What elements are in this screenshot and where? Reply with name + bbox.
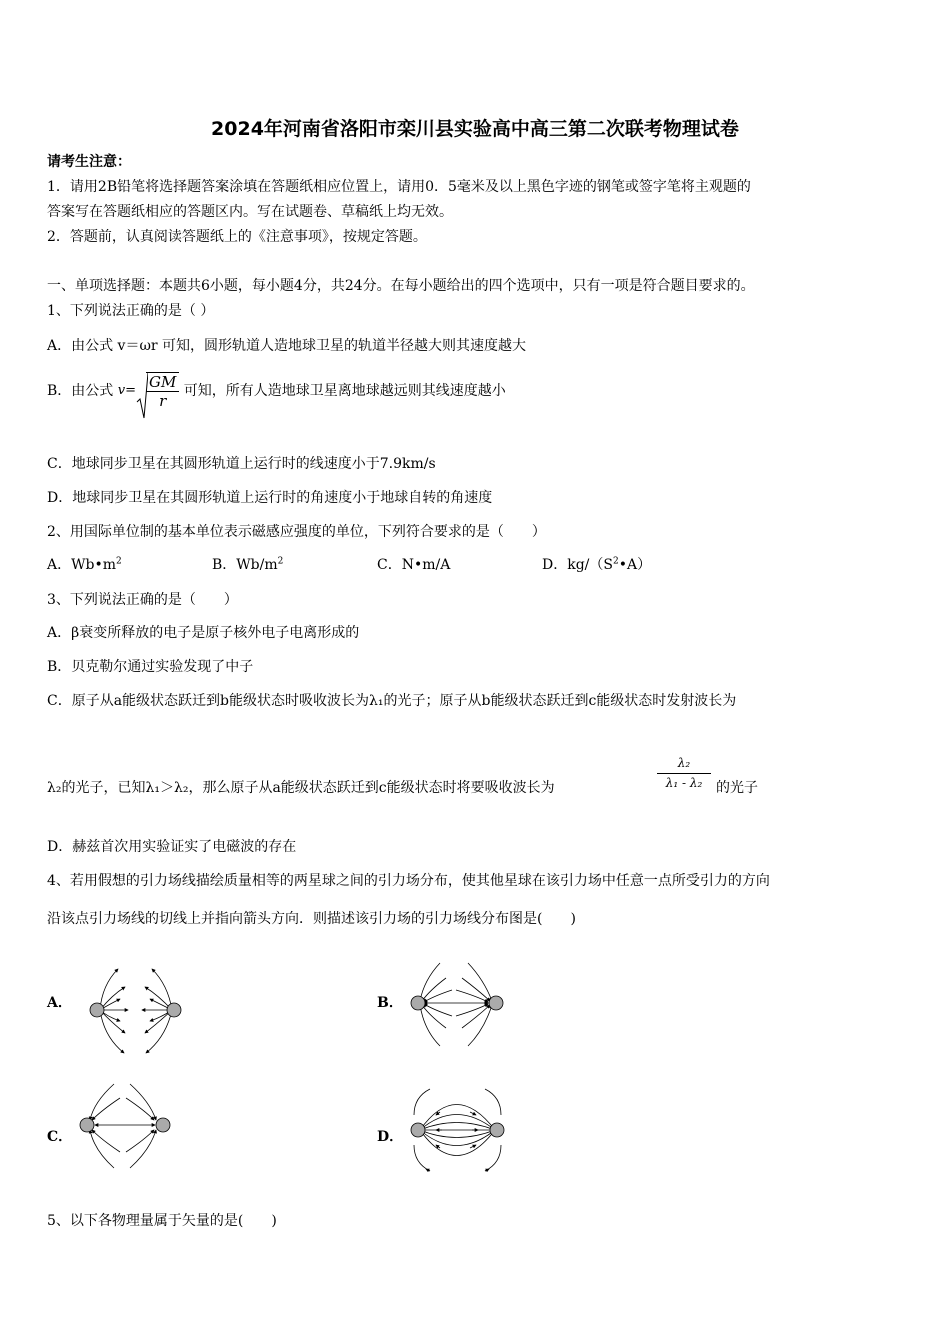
notice-line-1b: 答案写在答题纸相应的答题区内。写在试题卷、草稿纸上均无效。 [47, 204, 453, 220]
q5-stem: 5、以下各物理量属于矢量的是( ) [47, 1213, 277, 1229]
star-left [80, 1118, 94, 1132]
sqrt-formula [136, 372, 179, 410]
q3-option-c-line1: C．原子从a能级状态跃迁到b能级状态时吸收波长为λ₁的光子；原子从b能级状态跃迁到c能级状态时发射波长为 [47, 693, 737, 709]
q3-stem: 3、下列说法正确的是（ ） [47, 592, 238, 608]
star-right [156, 1118, 170, 1132]
star-left [90, 1003, 104, 1017]
lambda-fraction [657, 754, 711, 793]
notice-line-1: 1．请用2B铅笔将选择题答案涂填在答题纸相应位置上，请用0．5毫米及以上黑色字迹的钢笔或签字笔将主观题的 [47, 179, 751, 195]
q2-option-c: C．N•m/A [377, 557, 451, 573]
fraction-denominator: λ₁ - λ₂ [665, 776, 703, 790]
q2-option-b: B．$Wb/m^2$ [212, 556, 284, 573]
star-left [411, 996, 425, 1010]
field-diagram-d [400, 1085, 515, 1175]
q4-label-d: D． [377, 1129, 404, 1145]
q4-label-c: C． [47, 1129, 73, 1145]
q2-option-a: A．$Wb•m^2$ [47, 556, 122, 573]
q1-option-b-prefix: B．由公式 [47, 383, 114, 399]
formula-numerator: GM [146, 373, 179, 392]
q4-label-b: B． [377, 995, 403, 1011]
q1-option-a: A．由公式 v＝ωr 可知，圆形轨道人造地球卫星的轨道半径越大则其速度越大 [47, 338, 527, 354]
page-title: 2024年河南省洛阳市栾川县实验高中高三第二次联考物理试卷 [211, 118, 739, 140]
notice-heading: 请考生注意： [47, 154, 131, 170]
q3-option-c-line2: λ₂的光子，已知λ₁＞λ₂，那么原子从a能级状态跃迁到c能级状态时将要吸收波长为 [47, 780, 555, 796]
q4-label-a: A． [47, 995, 72, 1011]
q3-option-a: A．β衰变所释放的电子是原子核外电子电离形成的 [47, 625, 360, 641]
q4-stem-line2: 沿该点引力场线的切线上并指向箭头方向．则描述该引力场的引力场线分布图是( ) [47, 911, 576, 927]
q1-option-c: C．地球同步卫星在其圆形轨道上运行时的线速度小于7.9km/s [47, 456, 436, 472]
q1-option-b-suffix: 可知，所有人造地球卫星离地球越远则其线速度越小 [183, 383, 506, 399]
star-right [490, 1123, 504, 1137]
field-diagram-c [70, 1080, 180, 1172]
radical-sign-icon [136, 372, 148, 420]
q2-stem: 2、用国际单位制的基本单位表示磁感应强度的单位，下列符合要求的是（ ） [47, 524, 546, 540]
q3-option-b: B．贝克勒尔通过实验发现了中子 [47, 659, 254, 675]
q2-option-d: D．$kg/(S^2•A)$ [542, 556, 652, 573]
q1-option-d: D．地球同步卫星在其圆形轨道上运行时的角速度小于地球自转的角速度 [47, 490, 493, 506]
fraction-numerator: λ₂ [657, 754, 711, 774]
q1-stem: 1、下列说法正确的是（ ） [47, 303, 215, 319]
q3-option-c-tail: 的光子 [716, 780, 758, 796]
field-diagram-b [400, 960, 520, 1050]
notice-line-2: 2．答题前，认真阅读答题纸上的《注意事项》，按规定答题。 [47, 229, 427, 245]
star-left [411, 1123, 425, 1137]
formula-denominator: r [159, 392, 167, 410]
section-heading: 一、单项选择题：本题共6小题，每小题4分，共24分。在每小题给出的四个选项中，只有一项是符合题目要求的。 [47, 278, 755, 294]
star-right [489, 996, 503, 1010]
star-right [167, 1003, 181, 1017]
field-diagram-a [80, 965, 190, 1057]
q3-option-d: D．赫兹首次用实验证实了电磁波的存在 [47, 839, 297, 855]
q1-option-b [47, 372, 506, 410]
q1-formula-v: v= [117, 383, 136, 398]
q4-stem-line1: 4、若用假想的引力场线描绘质量相等的两星球之间的引力场分布，使其他星球在该引力场中任意一点所受引力的方向 [47, 873, 770, 889]
